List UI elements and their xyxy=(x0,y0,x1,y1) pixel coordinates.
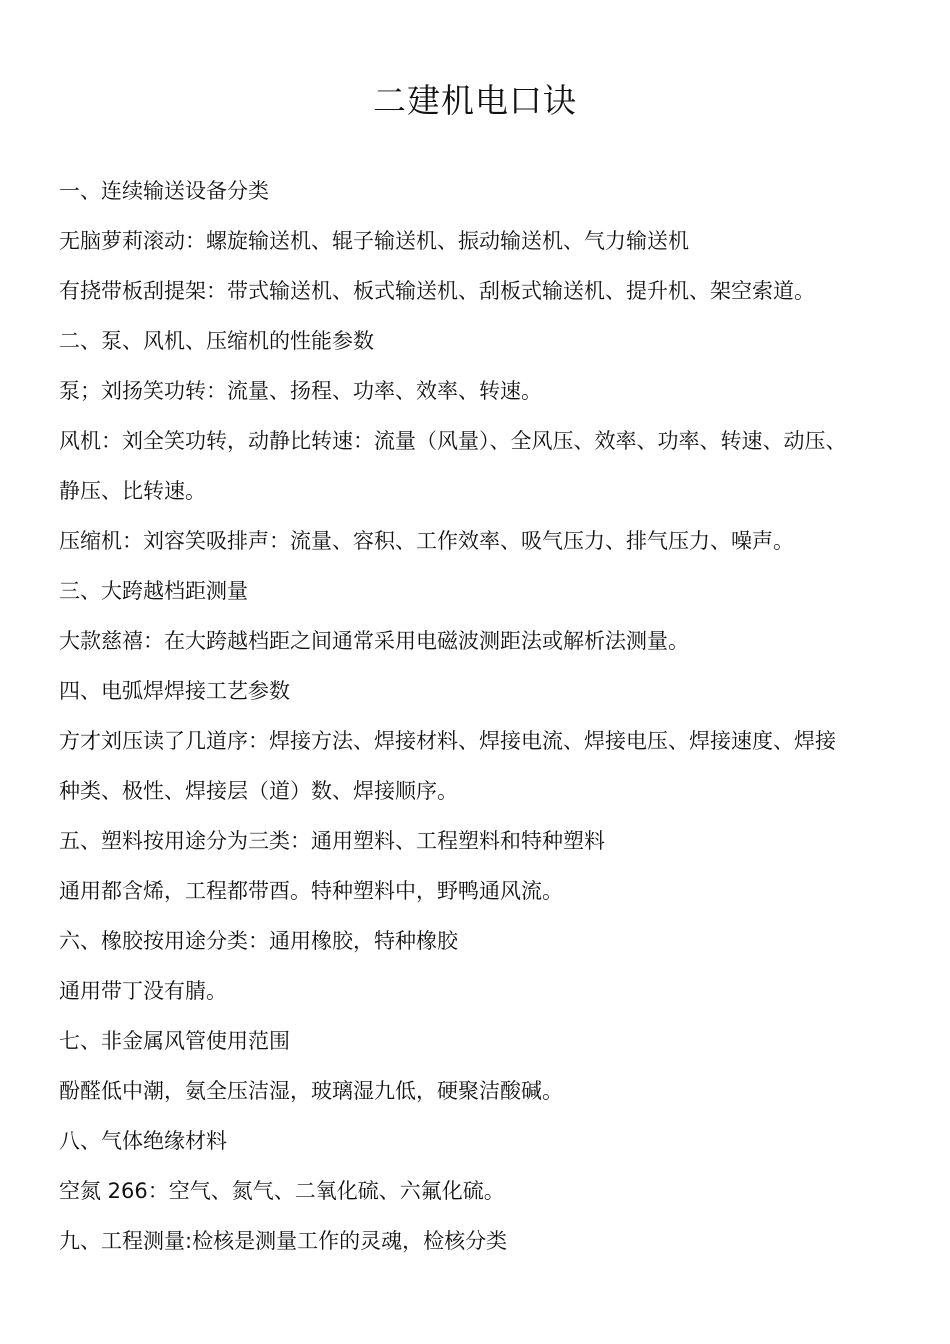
section-heading-1: 一、连续输送设备分类 xyxy=(59,179,269,203)
section-heading-5: 五、塑料按用途分为三类：通用塑料、工程塑料和特种塑料 xyxy=(59,829,605,853)
section-heading-6: 六、橡胶按用途分类：通用橡胶，特种橡胶 xyxy=(59,929,458,953)
section-heading-9: 九、工程测量:检核是测量工作的灵魂，检核分类 xyxy=(59,1229,508,1253)
section-heading-3: 三、大跨越档距测量 xyxy=(59,579,248,603)
section-heading-4: 四、电弧焊焊接工艺参数 xyxy=(59,679,290,703)
paragraph-line: 空氮 266：空气、氮气、二氧化硫、六氟化硫。 xyxy=(59,1179,505,1203)
paragraph-line: 有挠带板刮提架：带式输送机、板式输送机、刮板式输送机、提升机、架空索道。 xyxy=(59,279,815,303)
paragraph-line: 大款慈禧：在大跨越档距之间通常采用电磁波测距法或解析法测量。 xyxy=(59,629,689,653)
section-heading-7: 七、非金属风管使用范围 xyxy=(59,1029,290,1053)
paragraph-line: 泵；刘扬笑功转：流量、扬程、功率、效率、转速。 xyxy=(59,379,542,403)
document-title: 二建机电口诀 xyxy=(373,81,577,120)
section-heading-8: 八、气体绝缘材料 xyxy=(59,1129,227,1153)
paragraph-line: 压缩机：刘容笑吸排声：流量、容积、工作效率、吸气压力、排气压力、噪声。 xyxy=(59,529,794,553)
paragraph-line: 通用带丁没有腈。 xyxy=(59,979,227,1003)
paragraph-line: 风机：刘全笑功转，动静比转速：流量（风量）、全风压、效率、功率、转速、动压、 xyxy=(59,429,847,453)
section-heading-2: 二、泵、风机、压缩机的性能参数 xyxy=(59,329,374,353)
paragraph-line: 种类、极性、焊接层（道）数、焊接顺序。 xyxy=(59,779,458,803)
paragraph-line: 方才刘压读了几道序：焊接方法、焊接材料、焊接电流、焊接电压、焊接速度、焊接 xyxy=(59,729,836,753)
document-body xyxy=(59,166,899,1266)
paragraph-line: 静压、比转速。 xyxy=(59,479,206,503)
paragraph-line: 酚醛低中潮，氨全压洁湿，玻璃湿九低，硬聚洁酸碱。 xyxy=(59,1079,563,1103)
paragraph-line: 通用都含烯，工程都带酉。特种塑料中，野鸭通风流。 xyxy=(59,879,563,903)
paragraph-line: 无脑萝莉滚动：螺旋输送机、辊子输送机、振动输送机、气力输送机 xyxy=(59,229,689,253)
